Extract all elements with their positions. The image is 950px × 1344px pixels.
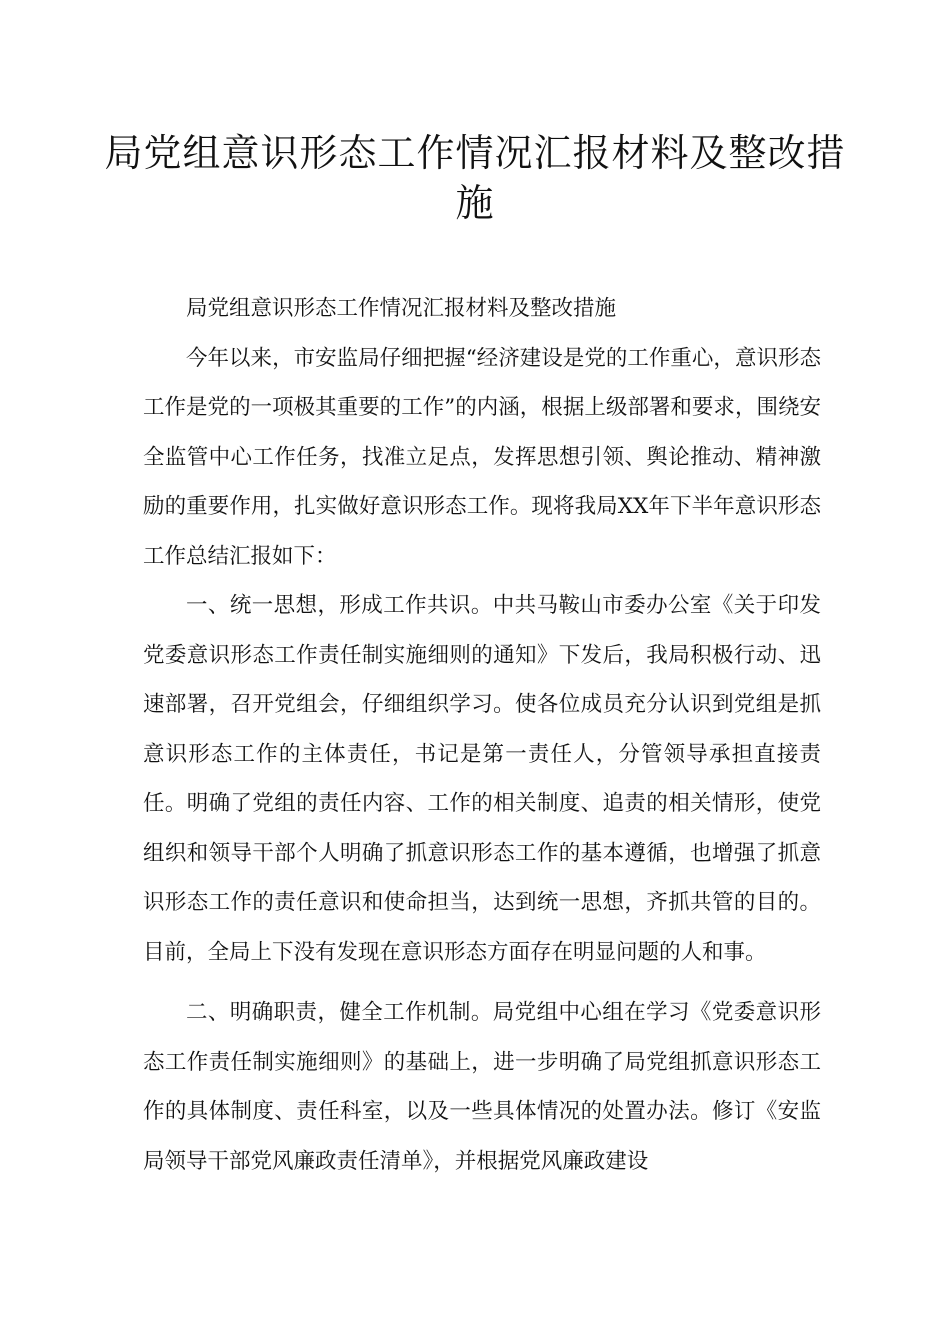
paragraph-subtitle: 局党组意识形态工作情况汇报材料及整改措施 [186, 296, 617, 321]
paragraph-intro: 今年以来，市安监局仔细把握“经济建设是党的工作重心，意识形态工作是党的一项极其重要的工作”的内涵，根据上级部署和要求，围绕安全监管中心工作任务，找准立足点，发挥思想引领、舆论推动、精神激励的重要作用，扎实做好意识形态工作。现将我局XX年下半年意识形态工作总结汇报如下： [143, 345, 821, 569]
paragraph-section-one: 一、统一思想，形成工作共识。中共马鞍山市委办公室《关于印发党委意识形态工作责任制实施细则的通知》下发后，我局积极行动、迅速部署，召开党组会，仔细组织学习。使各位成员充分认识到党组是抓意识形态工作的主体责任，书记是第一责任人，分管领导承担直接责任。明确了党组的责任内容、工作的相关制度、追责的相关情形，使党组织和领导干部个人明确了抓意识形态工作的基本遵循，也增强了抓意识形态工作的责任意识和使命担当，达到统一思想，齐抓共管的目的。目前，全局上下没有发现在意识形态方面存在明显问题的人和事。 [143, 593, 821, 965]
document-title: 局党组意识形态工作情况汇报材料及整改措施 [104, 131, 846, 225]
document-body [143, 284, 821, 1186]
paragraph-section-two: 二、明确职责，健全工作机制。局党组中心组在学习《党委意识形态工作责任制实施细则》的基础上，进一步明确了局党组抓意识形态工作的具体制度、责任科室，以及一些具体情况的处置办法。修订《安监局领导干部党风廉政责任清单》，并根据党风廉政建设 [143, 1000, 821, 1174]
